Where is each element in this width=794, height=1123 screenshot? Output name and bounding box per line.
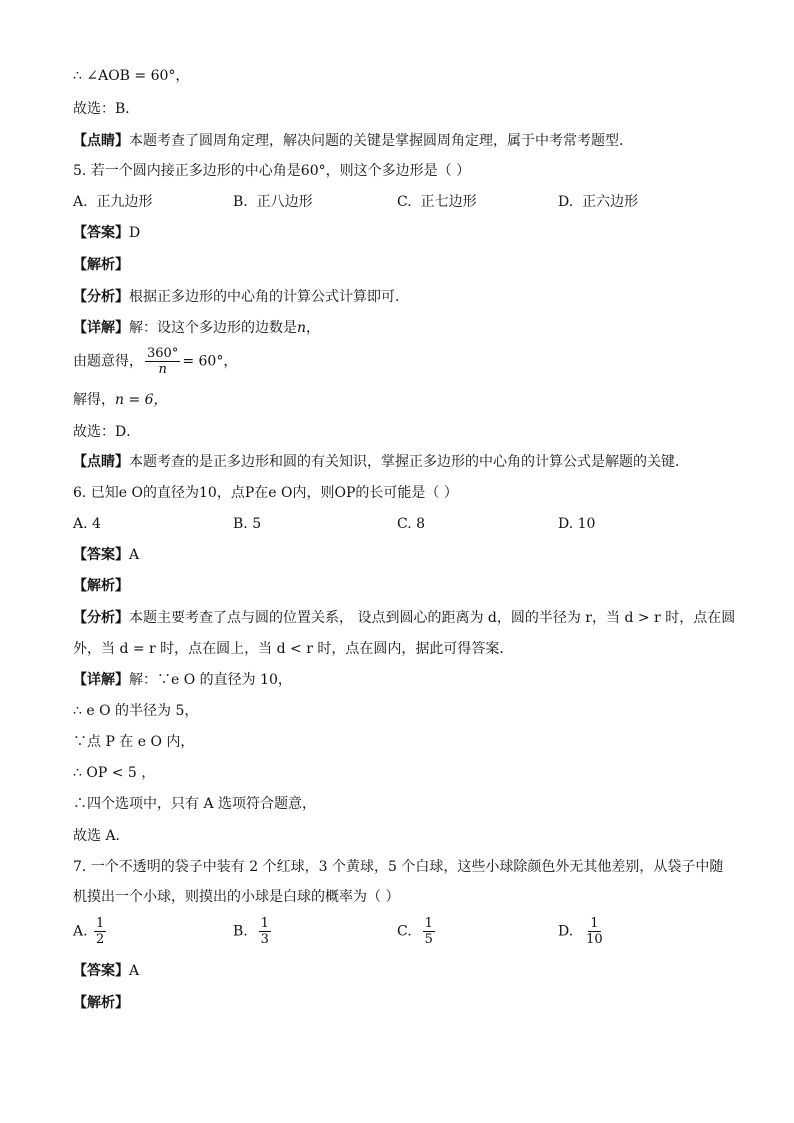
q6-step-2: ∵点 P 在 e O 内， xyxy=(73,734,195,750)
q5-answer xyxy=(73,224,140,242)
q6-detail xyxy=(73,671,292,689)
q6-fenxi-line1 xyxy=(73,609,735,627)
detail-text: 解：设这个多边形的边数是 xyxy=(129,320,297,336)
q4-comment xyxy=(73,132,633,150)
q7-option-c: C. $\frac{1}{5}$ xyxy=(397,916,433,947)
q7-stem-line2: 机摸出一个小球，则摸出的小球是白球的概率为（ ） xyxy=(73,889,400,905)
q5-solve: 解得，n = 6， xyxy=(73,392,168,408)
detail-var: n xyxy=(297,320,307,336)
fenxi-text: 根据正多边形的中心角的计算公式计算即可． xyxy=(129,289,409,305)
q4-conclusion: ∴ ∠AOB = 60°， xyxy=(73,68,190,84)
fenxi-text: 本题主要考查了点与圆的位置关系， 设点到圆心的距离为 d，圆的半径为 r，当 d > r 时，点在圆 xyxy=(129,610,736,626)
q6-answer xyxy=(73,546,139,564)
q6-stem: 6. 已知e O的直径为10，点P在e O内，则OP的长可能是（ ） xyxy=(73,485,458,501)
comment-tag: 【点睛】 xyxy=(73,133,129,149)
q6-option-b: B. 5 xyxy=(233,516,262,532)
q5-equation: 由题意得， $\frac{360^\circ}{n}$ = 60°， xyxy=(73,346,238,377)
detail-tag: 【详解】 xyxy=(73,672,129,688)
q5-fenxi xyxy=(73,288,409,306)
q5-option-a: A. 正九边形 xyxy=(73,194,153,210)
detail-tag: 【详解】 xyxy=(73,320,129,336)
q6-choose: 故选 A． xyxy=(73,828,130,844)
q6-option-c: C. 8 xyxy=(397,516,426,532)
answer-value: A xyxy=(129,547,140,563)
fenxi-tag: 【分析】 xyxy=(73,289,129,305)
q4-choose: 故选：B． xyxy=(73,101,140,117)
q6-fenxi-line2: 外，当 d = r 时，点在圆上，当 d < r 时，点在圆内，据此可得答案． xyxy=(73,641,514,657)
q7-analysis-tag: 【解析】 xyxy=(73,995,129,1011)
q5-option-c: C. 正七边形 xyxy=(397,194,477,210)
q6-step-4: ∴四个选项中，只有 A 选项符合题意， xyxy=(73,796,317,812)
answer-value: A xyxy=(129,963,140,979)
q5-detail: 【详解】解：设这个多边形的边数是n， xyxy=(73,320,321,336)
answer-tag: 【答案】 xyxy=(73,547,129,563)
q5-comment xyxy=(73,453,689,471)
q6-step-3: ∴ OP < 5 ， xyxy=(73,765,156,781)
q5-option-b: B. 正八边形 xyxy=(233,194,313,210)
q6-analysis-tag: 【解析】 xyxy=(73,578,129,594)
q7-stem-line1: 7. 一个不透明的袋子中装有 2 个红球，3 个黄球，5 个白球，这些小球除颜色外无其他差别，从袋子中随 xyxy=(73,859,724,875)
q6-option-a: A. 4 xyxy=(73,516,101,532)
fenxi-tag: 【分析】 xyxy=(73,610,129,626)
q5-stem: 5. 若一个圆内接正多边形的中心角是60°，则这个多边形是（ ） xyxy=(73,163,471,179)
q6-option-d: D. 10 xyxy=(558,516,596,532)
answer-value: D xyxy=(129,225,141,241)
q7-option-a: A. $\frac{1}{2}$ xyxy=(73,916,105,947)
q7-option-d: D. $\frac{1}{10}$ xyxy=(558,916,603,947)
fraction-360-over-n: $\frac{360^\circ}{n}$ xyxy=(147,346,179,377)
answer-tag: 【答案】 xyxy=(73,225,129,241)
q5-option-d: D. 正六边形 xyxy=(558,194,639,210)
comment-tag: 【点睛】 xyxy=(73,454,129,470)
q5-analysis-tag: 【解析】 xyxy=(73,257,129,273)
detail-text: 解：∵e O 的直径为 10， xyxy=(129,672,292,688)
answer-tag: 【答案】 xyxy=(73,963,129,979)
comment-text: 本题考查的是正多边形和圆的有关知识，掌握正多边形的中心角的计算公式是解题的关键． xyxy=(129,454,689,470)
comment-text: 本题考查了圆周角定理，解决问题的关键是掌握圆周角定理，属于中考常考题型． xyxy=(129,133,633,149)
q7-answer xyxy=(73,962,139,980)
q7-option-b: B. $\frac{1}{3}$ xyxy=(233,916,269,947)
q5-choose: 故选：D． xyxy=(73,424,141,440)
q6-step-1: ∴ e O 的半径为 5， xyxy=(73,703,199,719)
